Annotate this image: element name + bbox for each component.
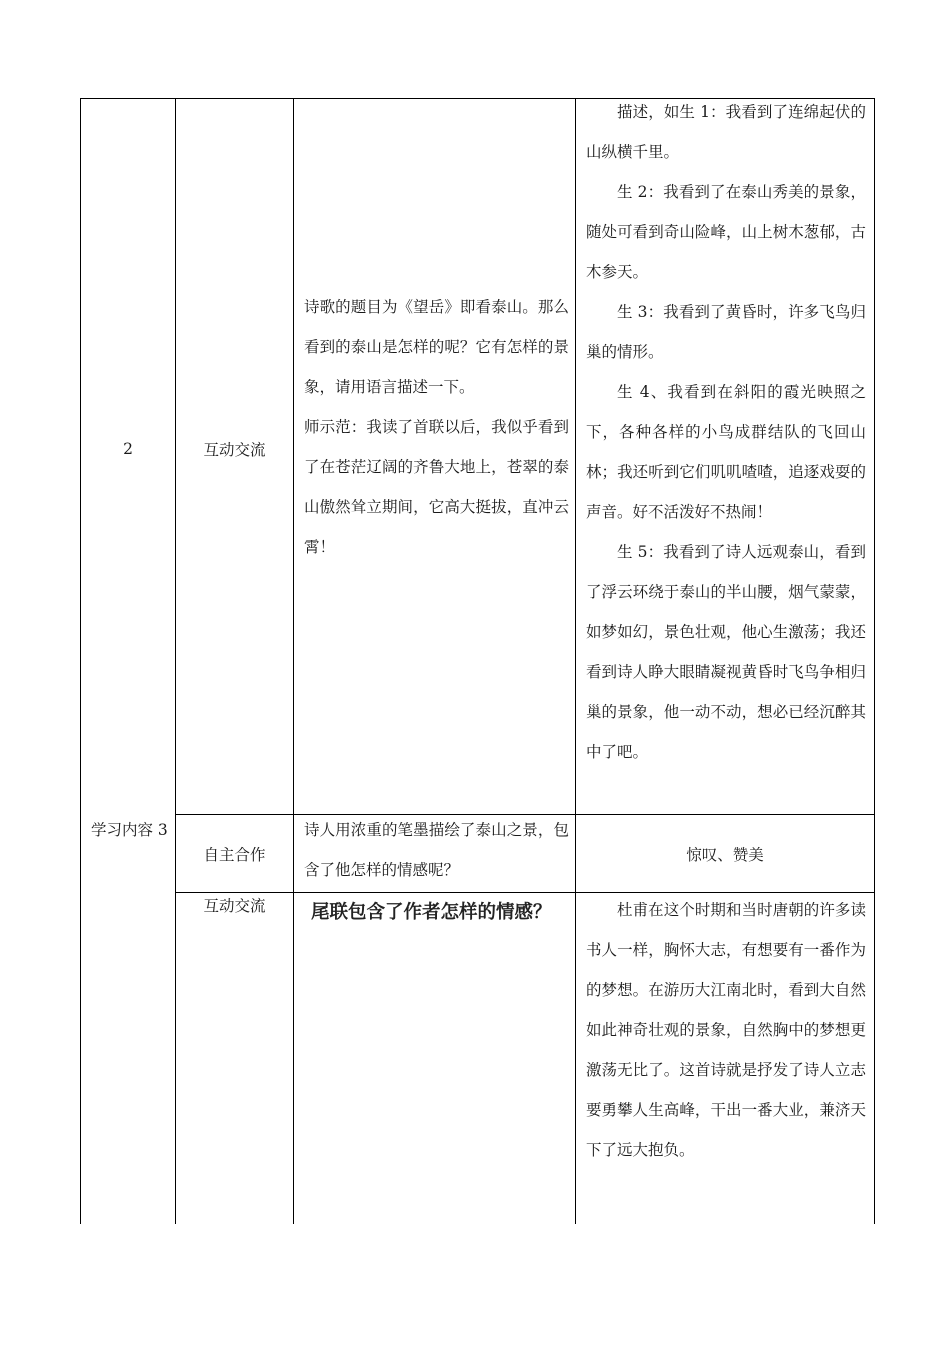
teacher-cell <box>294 815 575 892</box>
row-index-cell <box>81 99 175 799</box>
student-answer: 杜甫在这个时期和当时唐朝的许多读书人一样，胸怀大志，有想要有一番作为的梦想。在游历大江南北时，看到大自然如此神奇壮观的景象，自然胸中的梦想更激荡无比了。这首诗就是抒发了诗人立志要勇攀人生高峰，干出一番大业，兼济天下了远大抱负。 <box>586 901 866 1159</box>
mode-cell <box>176 815 293 892</box>
teacher-demo: 师示范：我读了首联以后，我似乎看到了在苍茫辽阔的齐鲁大地上，苍翠的泰山傲然耸立期间，它高大挺拔，直冲云霄！ <box>304 418 569 556</box>
table-border-right <box>874 98 875 1224</box>
mode-label: 自主合作 <box>203 845 266 864</box>
mode-cell <box>176 99 293 799</box>
mode-label: 互动交流 <box>203 897 266 915</box>
student-answer: 惊叹、赞美 <box>686 845 764 864</box>
mode-cell <box>176 893 293 953</box>
section-label-cell <box>81 815 175 895</box>
student-answer-4: 生 4、我看到在斜阳的霞光映照之下，各种各样的小鸟成群结队的飞回山林；我还听到它们叽叽喳喳，追逐戏耍的声音。好不活泼好不热闹！ <box>586 383 866 521</box>
student-answer-1: 描述，如生 1：我看到了连绵起伏的山纵横千里。 <box>586 103 866 161</box>
pasted-question-text: 尾联包含了作者怎样的情感？ <box>311 902 552 923</box>
student-answer-2: 生 2：我看到了在泰山秀美的景象，随处可看到奇山险峰，山上树木葱郁，古木参天。 <box>586 183 866 281</box>
teacher-question: 诗人用浓重的笔墨描绘了泰山之景，包含了他怎样的情感呢？ <box>304 821 569 879</box>
student-answer-3: 生 3：我看到了黄昏时，许多飞鸟归巢的情形。 <box>586 303 866 361</box>
teacher-cell <box>294 99 575 814</box>
pasted-question-overlay <box>303 895 575 931</box>
section-label: 学习内容 3 <box>91 821 168 839</box>
student-cell <box>576 815 874 892</box>
lesson-table <box>80 98 875 1224</box>
teacher-question: 诗歌的题目为《望岳》即看泰山。那么看到的泰山是怎样的呢？它有怎样的景象，请用语言描述一下。 <box>304 298 569 396</box>
student-answer-5: 生 5：我看到了诗人远观泰山，看到了浮云环绕于泰山的半山腰，烟气蒙蒙，如梦如幻，景色壮观，他心生激荡；我还看到诗人睁大眼睛凝视黄昏时飞鸟争相归巢的景象，他一动不动，想必已经沉醉其中了吧。 <box>586 543 866 761</box>
student-cell <box>576 99 874 814</box>
row-index: 2 <box>123 440 133 458</box>
mode-label: 互动交流 <box>203 441 266 459</box>
student-cell <box>576 893 874 1224</box>
